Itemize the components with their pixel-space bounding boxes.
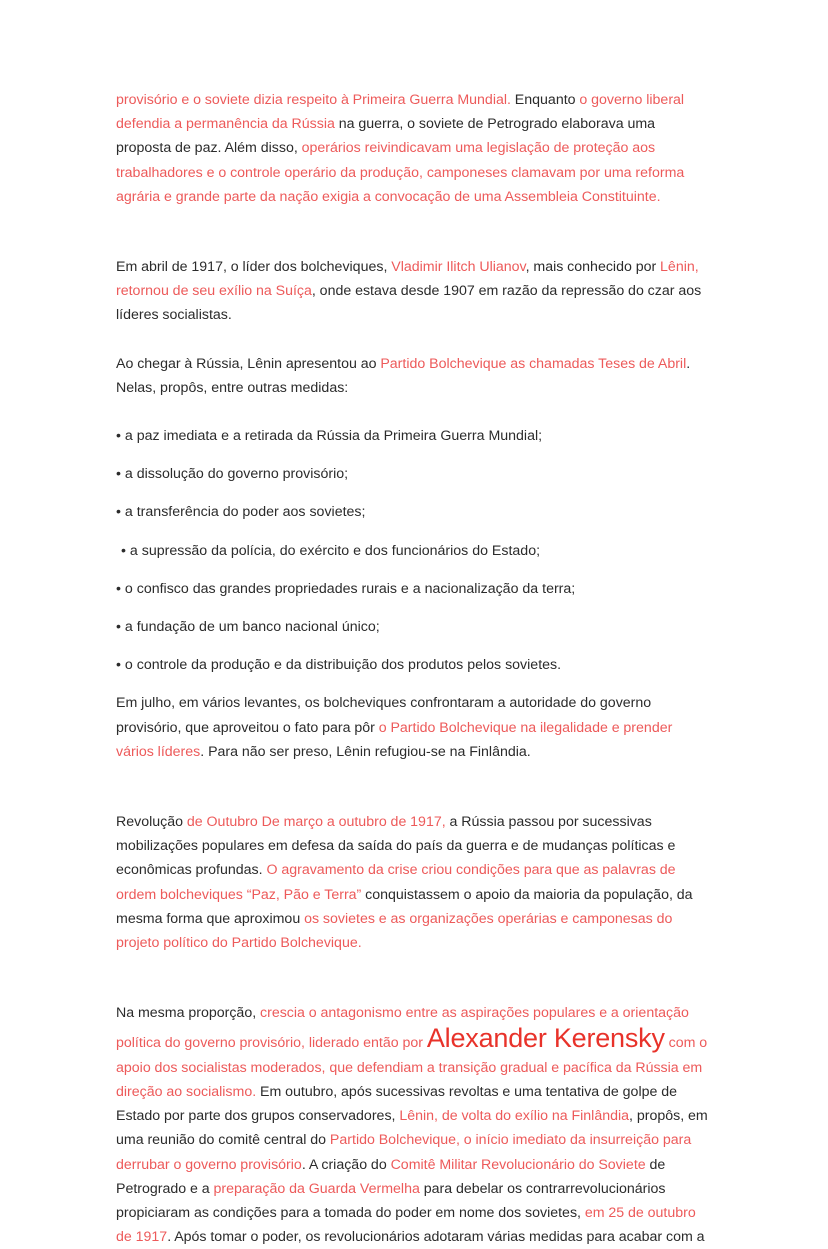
list-item: • a fundação de um banco nacional único; bbox=[116, 619, 380, 636]
body-text-run: a Rússia passou por sucessivas mobilizações populares em defesa da saída do país da guerra e de mudanças políticas e econômicas profundas. bbox=[116, 814, 676, 879]
body-text-run: , propôs, em uma reunião do comitê central do bbox=[116, 1108, 708, 1149]
highlighted-text-run: o Partido Bolchevique na ilegalidade e prender vários líderes bbox=[116, 719, 673, 760]
highlighted-text-run: em 25 de outubro de 1917 bbox=[116, 1204, 696, 1246]
emphasized-name-run: Alexander Kerensky bbox=[426, 1023, 665, 1054]
body-text-run: Ao chegar à Rússia, Lênin apresentou ao bbox=[116, 355, 381, 372]
paragraph-spacer bbox=[116, 328, 712, 352]
paragraph-spacer bbox=[116, 677, 712, 691]
highlighted-text-run: de Outubro De março a outubro de 1917, bbox=[186, 814, 446, 831]
body-text-run: Em outubro, após sucessivas revoltas e uma tentativa de golpe de Estado por parte dos grupos conservadores, bbox=[116, 1083, 677, 1125]
highlighted-text-run: o governo liberal defendia a permanência da Rússia bbox=[116, 92, 685, 133]
list-item: • o confisco das grandes propriedades rurais e a nacionalização da terra; bbox=[116, 580, 576, 597]
body-text-run: de Petrogrado e a bbox=[116, 1156, 666, 1197]
highlighted-text-run: Comitê Militar Revolucionário do Soviete bbox=[390, 1156, 646, 1173]
list-item: • a transferência do poder aos sovietes; bbox=[116, 504, 366, 521]
paragraph-1 bbox=[116, 88, 712, 209]
bullet-spacer bbox=[116, 525, 712, 539]
paragraph-4 bbox=[116, 691, 712, 764]
paragraph-6 bbox=[116, 1001, 712, 1249]
paragraph-5 bbox=[116, 810, 712, 955]
paragraph-3 bbox=[116, 352, 712, 400]
highlighted-text-run: provisório e o soviete dizia respeito à Primeira Guerra Mundial. bbox=[116, 92, 511, 108]
highlighted-text-run: crescia o antagonismo entre as aspirações populares e a orientação política do governo provisório, liderado então por bbox=[116, 1005, 689, 1052]
list-item: • a dissolução do governo provisório; bbox=[116, 466, 349, 483]
body-text-run: Enquanto bbox=[510, 92, 580, 108]
body-text-run: . Para não ser preso, Lênin refugiou-se na Finlândia. bbox=[200, 743, 531, 760]
paragraph-spacer bbox=[116, 764, 712, 810]
theses-bullet-list bbox=[116, 424, 712, 677]
body-text-run: Revolução bbox=[116, 814, 187, 831]
highlighted-text-run: preparação da Guarda Vermelha bbox=[213, 1180, 420, 1197]
paragraph-spacer bbox=[116, 400, 712, 424]
body-text-run: conquistassem o apoio da maioria da população, da mesma forma que aproximou bbox=[116, 886, 693, 927]
body-text-run: na guerra, o soviete de Petrogrado elaborava uma proposta de paz. Além disso, bbox=[116, 116, 656, 157]
bullet-spacer bbox=[116, 563, 712, 577]
bullet-spacer bbox=[116, 601, 712, 615]
highlighted-text-run: Partido Bolchevique, o início imediato da insurreição para derrubar o governo provisório bbox=[116, 1132, 692, 1173]
list-item: • o controle da produção e da distribuição dos produtos pelos sovietes. bbox=[116, 657, 562, 674]
highlighted-text-run: Partido Bolchevique as chamadas Teses de Abril bbox=[380, 355, 687, 372]
body-text-run: , mais conhecido por bbox=[525, 259, 661, 276]
body-text-run: Em abril de 1917, o líder dos bolcheviques, bbox=[116, 259, 392, 276]
body-text-run: Em julho, em vários levantes, os bolcheviques confrontaram a autoridade do governo provisório, que aproveitou o fato para pôr bbox=[116, 695, 652, 736]
paragraph-spacer bbox=[116, 209, 712, 255]
bullet-spacer bbox=[116, 639, 712, 653]
highlighted-text-run: O agravamento da crise criou condições para que as palavras de ordem bolcheviques “Paz, Pão e Terra” bbox=[116, 862, 676, 903]
body-text-run: para debelar os contrarrevolucionários propiciaram as condições para a tomada do poder em nome dos sovietes, bbox=[116, 1180, 666, 1221]
highlighted-text-run: com o apoio dos socialistas moderados, que defendiam a transição gradual e pacífica da Rússia em direção ao socialismo. bbox=[116, 1035, 708, 1100]
document-text-column bbox=[116, 88, 712, 1249]
list-item: • a supressão da polícia, do exército e dos funcionários do Estado; bbox=[121, 542, 541, 559]
body-text-run: . A criação do bbox=[301, 1156, 391, 1173]
highlighted-text-run: os sovietes e as organizações operárias e camponesas do projeto político do Partido Bolchevique. bbox=[116, 910, 673, 952]
highlighted-text-run: Lênin, de volta do exílio na Finlândia bbox=[399, 1108, 630, 1125]
list-item: • a paz imediata e a retirada da Rússia da Primeira Guerra Mundial; bbox=[116, 428, 543, 445]
body-text-run: Na mesma proporção, bbox=[116, 1005, 260, 1022]
paragraph-spacer bbox=[116, 955, 712, 1001]
bullet-spacer bbox=[116, 448, 712, 462]
body-text-run: . Após tomar o poder, os revolucionários adotaram várias medidas para acabar com a bbox=[167, 1229, 705, 1246]
bullet-spacer bbox=[116, 486, 712, 500]
body-text-run: , onde estava desde 1907 em razão da repressão do czar aos líderes socialistas. bbox=[116, 283, 702, 324]
highlighted-text-run: Vladimir Ilitch Ulianov bbox=[391, 259, 526, 276]
highlighted-text-run: Lênin, retornou de seu exílio na Suíça bbox=[116, 259, 699, 300]
body-text-run: . Nelas, propôs, entre outras medidas: bbox=[116, 355, 691, 396]
paragraph-2 bbox=[116, 255, 712, 328]
highlighted-text-run: operários reivindicavam uma legislação de proteção aos trabalhadores e o controle operário da produção, camponeses clamavam por uma reforma agrária e grande parte da nação exigia a convocação de uma Assembleia Constituinte. bbox=[116, 140, 685, 205]
